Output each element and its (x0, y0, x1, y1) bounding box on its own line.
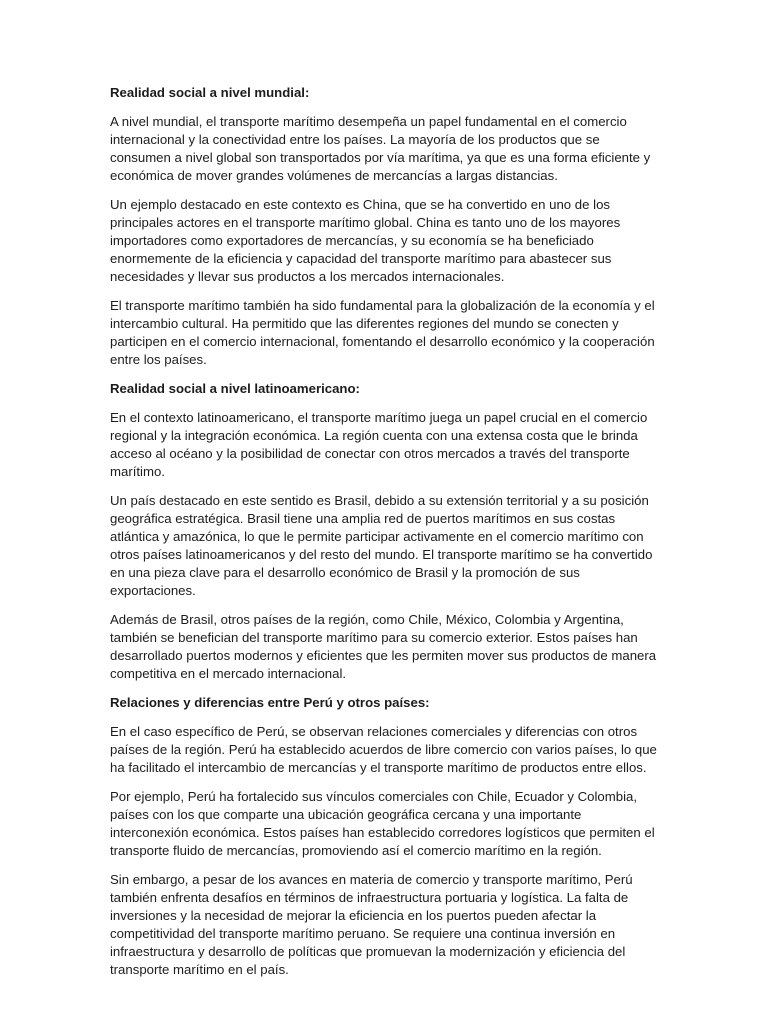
section-latinoamericano (110, 380, 658, 683)
section-mundial (110, 84, 658, 369)
paragraph: En el caso específico de Perú, se observan relaciones comerciales y diferencias con otros países de la región. Perú ha establecido acuerdos de libre comercio con varios países, lo que ha facilitado el intercambio de mercancías y el transporte marítimo de productos entre ellos. (110, 724, 657, 775)
section-heading: Realidad social a nivel latinoamericano: (110, 381, 360, 396)
section-peru (110, 694, 658, 979)
section-heading: Realidad social a nivel mundial: (110, 85, 310, 100)
paragraph: Un país destacado en este sentido es Brasil, debido a su extensión territorial y a su posición geográfica estratégica. Brasil tiene una amplia red de puertos marítimos en sus costas atlántica y amazónica, lo que le permite participar activamente en el comercio marítimo con otros países latinoamericanos y del resto del mundo. El transporte marítimo se ha convertido en una pieza clave para el desarrollo económico de Brasil y la promoción de sus exportaciones. (110, 493, 653, 598)
paragraph: En el contexto latinoamericano, el transporte marítimo juega un papel crucial en el comercio regional y la integración económica. La región cuenta con una extensa costa que le brinda acceso al océano y la posibilidad de conectar con otros mercados a través del transporte marítimo. (110, 410, 648, 479)
paragraph: A nivel mundial, el transporte marítimo desempeña un papel fundamental en el comercio internacional y la conectividad entre los países. La mayoría de los productos que se consumen a nivel global son transportados por vía marítima, ya que es una forma eficiente y económica de mover grandes volúmenes de mercancías a largas distancias. (110, 114, 651, 183)
paragraph: Por ejemplo, Perú ha fortalecido sus vínculos comerciales con Chile, Ecuador y Colombia, países con los que comparte una ubicación geográfica cercana y una importante interconexión económica. Estos países han establecido corredores logísticos que permiten el transporte fluido de mercancías, promoviendo así el comercio marítimo en la región. (110, 789, 655, 858)
section-heading: Relaciones y diferencias entre Perú y otros países: (110, 695, 430, 710)
paragraph: El transporte marítimo también ha sido fundamental para la globalización de la economía y el intercambio cultural. Ha permitido que las diferentes regiones del mundo se conecten y participen en el comercio internacional, fomentando el desarrollo económico y la cooperación entre los países. (110, 298, 655, 367)
paragraph: Sin embargo, a pesar de los avances en materia de comercio y transporte marítimo, Perú también enfrenta desafíos en términos de infraestructura portuaria y logística. La falta de inversiones y la necesidad de mejorar la eficiencia en los puertos pueden afectar la competitividad del transporte marítimo peruano. Se requiere una continua inversión en infraestructura y desarrollo de políticas que promuevan la modernización y eficiencia del transporte marítimo en el país. (110, 872, 633, 977)
paragraph: Además de Brasil, otros países de la región, como Chile, México, Colombia y Argentina, también se benefician del transporte marítimo para su comercio exterior. Estos países han desarrollado puertos modernos y eficientes que les permiten mover sus productos de manera competitiva en el mercado internacional. (110, 612, 657, 681)
paragraph: Un ejemplo destacado en este contexto es China, que se ha convertido en uno de los principales actores en el transporte marítimo global. China es tanto uno de los mayores importadores como exportadores de mercancías, y su economía se ha beneficiado enormemente de la eficiencia y capacidad del transporte marítimo para abastecer sus necesidades y llevar sus productos a los mercados internacionales. (110, 197, 621, 284)
